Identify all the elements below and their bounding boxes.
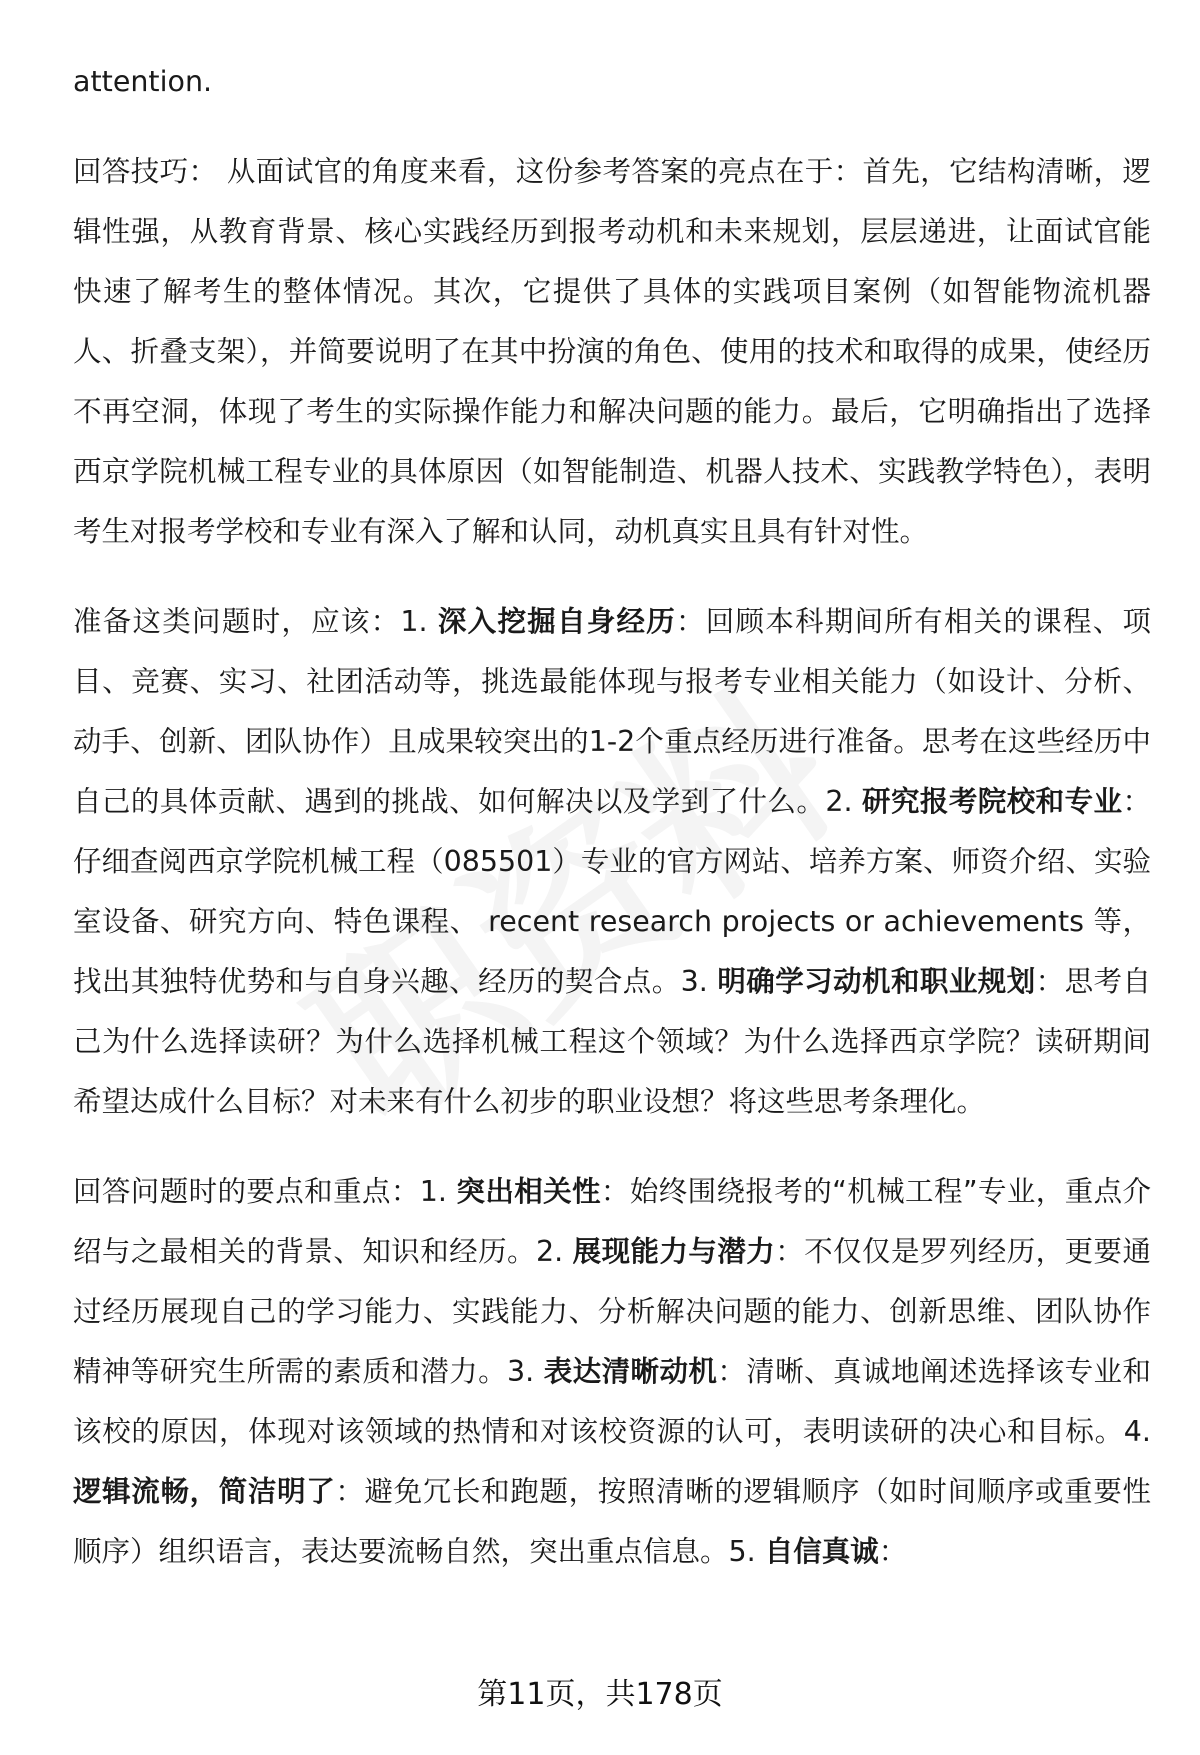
prep-intro: 准备这类问题时，应该：1.	[73, 605, 438, 638]
prep-point-3-text: ：思考自己为什么选择读研？为什么选择机械工程这个领域？为什么选择西京学院？读研期间希望达成什么目标？对未来有什么初步的职业设想？将这些思考条理化。	[73, 965, 1151, 1118]
key-point-5-title: 自信真诚	[764, 1535, 879, 1568]
page-number-footer: 第11页，共178页	[477, 1677, 723, 1712]
paragraph-answer-tips: 回答技巧： 从面试官的角度来看，这份参考答案的亮点在于：首先，它结构清晰，逻辑性强，从教育背景、核心实践经历到报考动机和未来规划，层层递进，让面试官能快速了解考生的整体情况。其次，它提供了具体的实践项目案例（如智能物流机器人、折叠支架），并简要说明了在其中扮演的角色、使用的技术和取得的成果，使经历不再空洞，体现了考生的实际操作能力和解决问题的能力。最后，它明确指出了选择西京学院机械工程专业的具体原因（如智能制造、机器人技术、实践教学特色），表明考生对报考学校和专业有深入了解和认同，动机真实且具有针对性。	[73, 155, 1151, 548]
key-intro: 回答问题时的要点和重点：1.	[73, 1175, 457, 1208]
key-point-1-text: ：始终围绕报考的“机械工程”专业，重点介绍与之最相关的背景、知识和经历。2.	[73, 1175, 1151, 1268]
key-point-1-title: 突出相关性	[456, 1175, 601, 1208]
prep-point-1-title: 深入挖掘自身经历	[437, 605, 677, 638]
prep-point-2-title: 研究报考院校和专业	[862, 785, 1123, 818]
paragraph-key-points	[73, 1162, 1151, 1582]
paragraph-continuation: attention.	[73, 65, 213, 98]
key-point-2-title: 展现能力与潜力	[572, 1235, 776, 1268]
prep-point-1-text: ：回顾本科期间所有相关的课程、项目、竞赛、实习、社团活动等，挑选最能体现与报考专业相关能力（如设计、分析、动手、创新、团队协作）且成果较突出的1-2个重点经历进行准备。思考在这些经历中自己的具体贡献、遇到的挑战、如何解决以及学到了什么。2.	[73, 605, 1151, 818]
prep-point-2-text: ：仔细查阅西京学院机械工程（085501）专业的官方网站、培养方案、师资介绍、实验室设备、研究方向、特色课程、 recent research projects or achievements 等，找出其独特优势和与自身兴趣、经历的契合点。3.	[73, 785, 1151, 998]
document-body	[73, 52, 1151, 1612]
key-point-5-text: ：	[878, 1535, 908, 1568]
key-point-3-title: 表达清晰动机	[543, 1355, 718, 1388]
key-point-3-text: ：清晰、真诚地阐述选择该专业和该校的原因，体现对该领域的热情和对该校资源的认可，表明读研的决心和目标。4.	[73, 1355, 1151, 1448]
key-point-4-title: 逻辑流畅，简洁明了	[73, 1475, 336, 1508]
prep-point-3-title: 明确学习动机和职业规划	[717, 965, 1036, 998]
paragraph-preparation	[73, 592, 1151, 1132]
key-point-2-text: ：不仅仅是罗列经历，更要通过经历展现自己的学习能力、实践能力、分析解决问题的能力、创新思维、团队协作精神等研究生所需的素质和潜力。3.	[73, 1235, 1151, 1388]
key-point-4-text: ：避免冗长和跑题，按照清晰的逻辑顺序（如时间顺序或重要性顺序）组织语言，表达要流畅自然，突出重点信息。5.	[73, 1475, 1151, 1568]
